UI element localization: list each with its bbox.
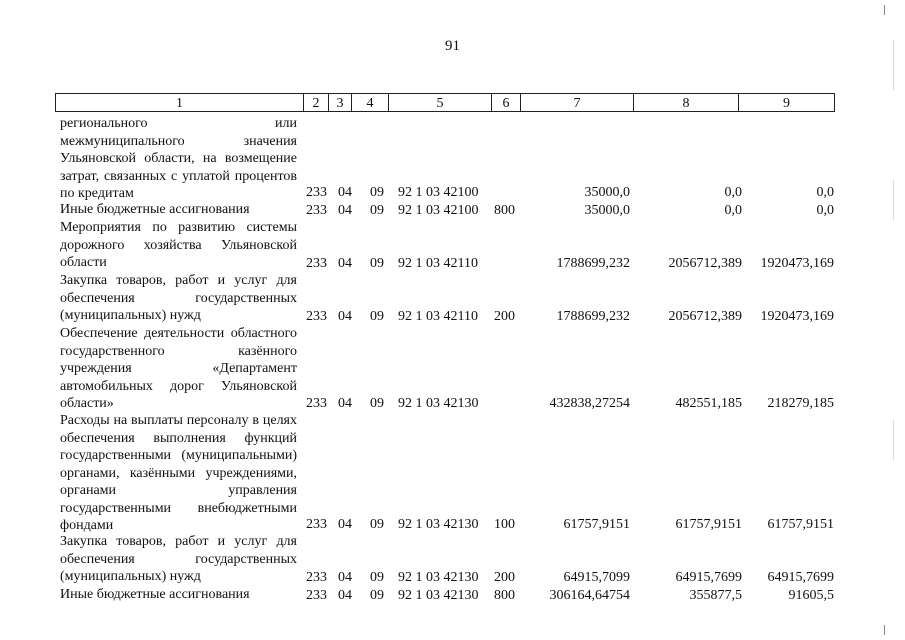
cell-col-9: 0,0 (816, 184, 834, 200)
row-description: Расходы на выплаты персоналу в целях обеспечения выполнения функций государственными (муниципальными) органами, казёнными учреждениями, органами управления государственными внебюджетными фондами (60, 413, 297, 533)
cell-col-6: 800 (494, 202, 515, 218)
cell-col-9: 1920473,169 (760, 308, 834, 324)
cell-col-7: 61757,9151 (563, 516, 630, 532)
cell-col-9: 1920473,169 (760, 255, 834, 271)
cell-col-5: 92 1 03 42130 (398, 587, 479, 603)
cell-col-4: 09 (370, 569, 384, 585)
cell-col-2: 233 (306, 255, 327, 271)
cell-col-4: 09 (370, 255, 384, 271)
cell-col-2: 233 (306, 569, 327, 585)
cell-col-6: 100 (494, 516, 515, 532)
table-row (0, 533, 905, 586)
scan-mark (893, 420, 894, 460)
cell-col-4: 09 (370, 184, 384, 200)
cell-col-6: 800 (494, 587, 515, 603)
table-row (0, 219, 905, 272)
cell-col-7: 64915,7099 (563, 569, 630, 585)
header-col-6: 6 (502, 96, 510, 111)
cell-col-3: 04 (338, 202, 352, 218)
cell-col-7: 35000,0 (584, 184, 630, 200)
cell-col-9: 64915,7699 (767, 569, 834, 585)
header-col-2: 2 (312, 96, 320, 111)
cell-col-2: 233 (306, 202, 327, 218)
cell-col-2: 233 (306, 184, 327, 200)
cell-col-5: 92 1 03 42130 (398, 395, 479, 411)
row-description: Иные бюджетные ассигнования (60, 587, 250, 602)
cell-col-7: 35000,0 (584, 202, 630, 218)
row-description: Иные бюджетные ассигнования (60, 202, 250, 217)
cell-col-5: 92 1 03 42130 (398, 516, 479, 532)
cell-col-5: 92 1 03 42110 (398, 255, 478, 271)
cell-col-7: 306164,64754 (549, 587, 630, 603)
cell-col-9: 218279,185 (767, 395, 834, 411)
table-row (0, 325, 905, 412)
cell-col-3: 04 (338, 587, 352, 603)
page-number: 91 (445, 38, 460, 54)
header-col-8: 8 (682, 96, 690, 111)
cell-col-8: 0,0 (724, 202, 742, 218)
row-description: Закупка товаров, работ и услуг для обеспечения государственных (муниципальных) нужд (60, 273, 297, 323)
cell-col-7: 1788699,232 (556, 255, 630, 271)
scan-mark (884, 5, 885, 15)
cell-col-4: 09 (370, 395, 384, 411)
table-row (0, 201, 905, 219)
cell-col-4: 09 (370, 202, 384, 218)
header-col-4: 4 (366, 96, 374, 111)
cell-col-8: 2056712,389 (668, 308, 742, 324)
cell-col-5: 92 1 03 42100 (398, 184, 479, 200)
cell-col-3: 04 (338, 255, 352, 271)
cell-col-2: 233 (306, 516, 327, 532)
cell-col-4: 09 (370, 516, 384, 532)
cell-col-3: 04 (338, 569, 352, 585)
table-row (0, 412, 905, 533)
table-row (0, 115, 905, 201)
header-col-9: 9 (783, 96, 790, 111)
cell-col-8: 2056712,389 (668, 255, 742, 271)
cell-col-6: 200 (494, 569, 515, 585)
cell-col-4: 09 (370, 308, 384, 324)
cell-col-7: 1788699,232 (556, 308, 630, 324)
table-row (0, 272, 905, 325)
cell-col-5: 92 1 03 42110 (398, 308, 478, 324)
cell-col-8: 64915,7699 (675, 569, 742, 585)
cell-col-6: 200 (494, 308, 515, 324)
cell-col-3: 04 (338, 308, 352, 324)
cell-col-3: 04 (338, 184, 352, 200)
table-row (0, 586, 905, 604)
header-col-1: 1 (176, 96, 183, 111)
scan-mark (893, 180, 894, 220)
cell-col-2: 233 (306, 587, 327, 603)
header-col-7: 7 (573, 96, 581, 111)
cell-col-2: 233 (306, 395, 327, 411)
row-description: регионального или межмуниципального значения Ульяновской области, на возмещение затрат, связанных с уплатой процентов по кредитам (60, 116, 297, 201)
cell-col-2: 233 (306, 308, 327, 324)
cell-col-8: 355877,5 (689, 587, 742, 603)
header-col-5: 5 (436, 96, 444, 111)
cell-col-9: 0,0 (816, 202, 834, 218)
row-description: Закупка товаров, работ и услуг для обеспечения государственных (муниципальных) нужд (60, 534, 297, 584)
scan-mark (893, 40, 894, 90)
cell-col-9: 61757,9151 (767, 516, 834, 532)
cell-col-3: 04 (338, 516, 352, 532)
cell-col-4: 09 (370, 587, 384, 603)
cell-col-8: 61757,9151 (675, 516, 742, 532)
header-col-3: 3 (336, 96, 344, 111)
row-description: Мероприятия по развитию системы дорожного хозяйства Ульяновской области (60, 220, 297, 270)
cell-col-7: 432838,27254 (549, 395, 630, 411)
cell-col-5: 92 1 03 42130 (398, 569, 479, 585)
row-description: Обеспечение деятельности областного государственного казённого учреждения «Департамент автомобильных дорог Ульяновской области» (60, 326, 297, 411)
cell-col-3: 04 (338, 395, 352, 411)
cell-col-8: 482551,185 (675, 395, 742, 411)
cell-col-9: 91605,5 (788, 587, 834, 603)
cell-col-5: 92 1 03 42100 (398, 202, 479, 218)
cell-col-8: 0,0 (724, 184, 742, 200)
scan-mark (884, 625, 885, 635)
